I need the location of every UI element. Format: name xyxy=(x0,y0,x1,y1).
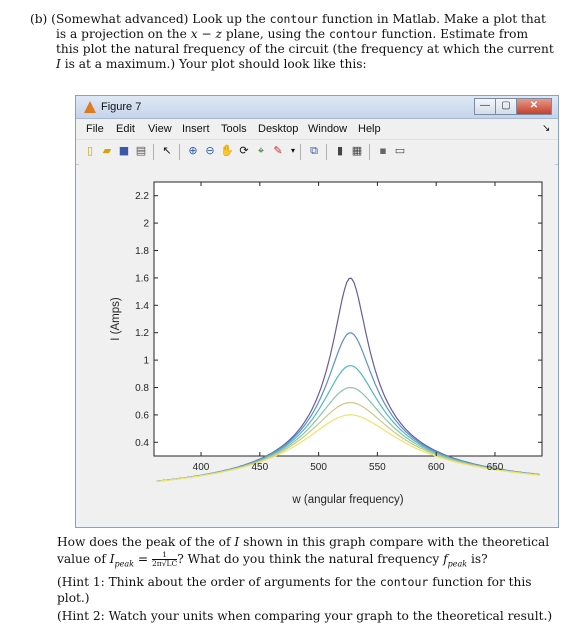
y-tick-label: 1.6 xyxy=(135,273,149,285)
y-tick-label: 0.4 xyxy=(135,437,149,449)
figure-window xyxy=(75,95,559,528)
dock-arrow-icon[interactable]: ↘ xyxy=(542,123,551,134)
figure-canvas xyxy=(79,164,555,524)
menu-desktop[interactable]: Desktop xyxy=(258,123,299,135)
menu-view[interactable]: View xyxy=(148,123,172,135)
open-file-icon[interactable]: ▰ xyxy=(102,144,112,157)
x-tick-label: 400 xyxy=(192,462,210,473)
pan-hand-icon[interactable]: ✋ xyxy=(220,144,234,157)
title-bar[interactable] xyxy=(76,96,558,119)
menu-edit[interactable]: Edit xyxy=(116,123,135,135)
x-tick-label: 450 xyxy=(251,462,269,473)
menu-help[interactable]: Help xyxy=(358,123,381,135)
y-tick-label: 1.8 xyxy=(135,246,149,257)
matlab-icon xyxy=(84,101,96,113)
zoom-out-icon[interactable]: ⊖ xyxy=(205,144,215,157)
data-cursor-icon[interactable]: ⌖ xyxy=(257,144,265,157)
zoom-in-icon[interactable]: ⊕ xyxy=(188,144,198,157)
brush-dropdown-icon[interactable]: ▾ xyxy=(290,146,295,155)
insert-colorbar-icon[interactable]: ▮ xyxy=(336,144,344,157)
hide-plot-tools-icon[interactable]: ▪ xyxy=(379,144,387,157)
print-icon[interactable]: ▤ xyxy=(135,144,147,157)
show-plot-tools-icon[interactable]: ▭ xyxy=(394,144,406,157)
x-axis-label: w (angular frequency) xyxy=(292,494,404,506)
x-tick-label: 500 xyxy=(310,462,327,473)
menu-tools[interactable]: Tools xyxy=(221,123,247,135)
y-tick-label: 0.8 xyxy=(135,383,149,394)
toolbar xyxy=(76,139,558,165)
menu-file[interactable]: File xyxy=(86,123,104,135)
brush-icon[interactable]: ✎ xyxy=(273,144,283,157)
y-tick-label: 0.6 xyxy=(135,410,149,422)
resonance-plot[interactable] xyxy=(79,164,555,524)
maximize-button[interactable]: ▢ xyxy=(495,98,517,115)
y-tick-label: 1.2 xyxy=(135,328,149,340)
x-tick-label: 600 xyxy=(427,462,445,473)
question-text: How does the peak of the of I shown in this graph compare with the theoretical value of $I_{peak}$ = $\frac{1}{2\pi√LC}$ ? What do you think the natural frequency $f_{peak}$ is? (Hint 1: Think about the order of arguments for the contour function for this plot.) (Hint 2: Watch your units when comparing your graph to the theoretical result.) xyxy=(57,535,553,624)
y-tick-label: 2 xyxy=(143,218,149,230)
link-plot-icon[interactable]: ⧉ xyxy=(310,144,318,157)
problem-text: (b) (Somewhat advanced) Look up the contour function in Matlab. Make a plot that is a projection on the x − z plane, using the contour function. Estimate from this plot the natural frequency of the circuit (the frequency at which the current I is at a maximum.) Your plot should look like this: xyxy=(30,12,554,71)
save-icon[interactable]: ■ xyxy=(118,144,130,157)
y-axis-label: I (Amps) xyxy=(110,297,122,341)
x-tick-label: 650 xyxy=(486,462,504,473)
fraction: $\frac{1}{2\pi√LC}$ xyxy=(152,550,178,568)
rotate-3d-icon[interactable]: ⟳ xyxy=(239,144,249,157)
x-tick-label: 550 xyxy=(369,462,386,473)
insert-legend-icon[interactable]: ▦ xyxy=(351,144,363,157)
y-tick-label: 1 xyxy=(143,355,149,367)
edit-plot-arrow-icon[interactable]: ↖ xyxy=(162,144,172,157)
menu-window[interactable]: Window xyxy=(308,123,348,135)
menu-insert[interactable]: Insert xyxy=(182,123,210,135)
menu-bar xyxy=(76,119,558,139)
y-tick-label: 1.4 xyxy=(135,300,149,312)
y-tick-label: 2.2 xyxy=(135,191,149,203)
minimize-button[interactable]: — xyxy=(474,98,496,115)
window-title: Figure 7 xyxy=(101,101,142,113)
close-button[interactable]: ✕ xyxy=(516,98,552,115)
new-figure-icon[interactable]: ▯ xyxy=(86,144,94,157)
